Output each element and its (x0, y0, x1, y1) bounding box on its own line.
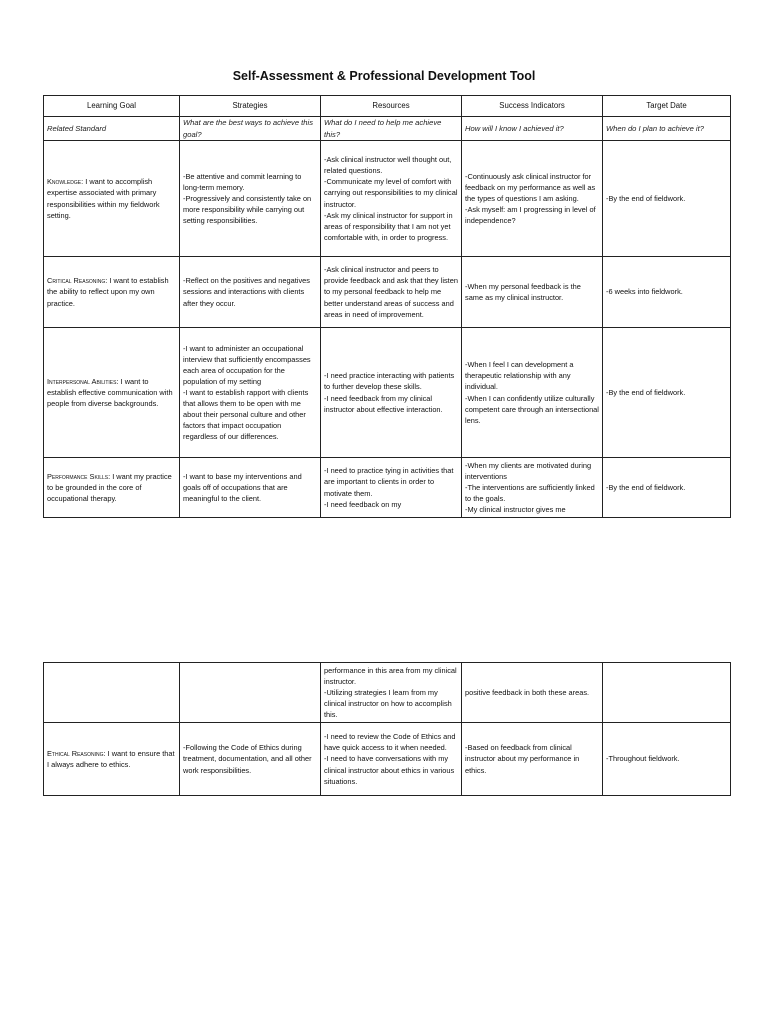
header-strategies: Strategies (180, 96, 321, 117)
resources-cell: -I need practice interacting with patients to further develop these skills. -I need feedback from my clinical instructor about effective interaction. (321, 328, 462, 458)
target-cell: -By the end of fieldwork. (603, 141, 731, 257)
success-cell: -Continuously ask clinical instructor for feedback on my performance as well as the types of questions I am asking. -Ask myself: am I progressing in level of independence? (462, 141, 603, 257)
header-row (44, 96, 731, 117)
prompt-related-standard: Related Standard (44, 117, 180, 141)
table-row (44, 257, 731, 328)
goal-cell (44, 141, 180, 257)
target-cell (603, 663, 731, 723)
header-success-indicators: Success Indicators (462, 96, 603, 117)
success-cell: -When I feel I can development a therapeutic relationship with any individual. -When I can confidently utilize culturally competent care through an intersectional lens. (462, 328, 603, 458)
strategies-cell: -I want to administer an occupational interview that sufficiently encompasses each area of occupation for the population of my setting -I want to establish rapport with clients that allows them to be open with me about their personal culture and other factors that impact occupation regardless of our differences. (180, 328, 321, 458)
header-learning-goal: Learning Goal (44, 96, 180, 117)
goal-text: : I want to ensure that I always adhere to ethics. (47, 748, 175, 769)
prompt-resources: What do I need to help me achieve this? (321, 117, 462, 141)
goal-heading: Knowledge (47, 177, 82, 187)
header-target-date: Target Date (603, 96, 731, 117)
table-row (44, 663, 731, 723)
prompt-strategies: What are the best ways to achieve this goal? (180, 117, 321, 141)
document-title: Self-Assessment & Professional Development Tool (232, 69, 536, 83)
assessment-table-page-1 (43, 95, 731, 518)
strategies-cell (180, 663, 321, 723)
resources-cell: -Ask clinical instructor and peers to provide feedback and ask that they listen to my personal feedback to help me better understand areas of success and areas in need of improvement. (321, 257, 462, 328)
prompt-row (44, 117, 731, 141)
prompt-success: How will I know I achieved it? (462, 117, 603, 141)
resources-cell: -I need to review the Code of Ethics and have quick access to it when needed. -I need to have conversations with my clinical instructor about ethics in various situations. (321, 723, 462, 796)
success-cell: -When my personal feedback is the same as my clinical instructor. (462, 257, 603, 328)
table-row (44, 328, 731, 458)
success-cell: -Based on feedback from clinical instructor about my performance in ethics. (462, 723, 603, 796)
success-cell: -When my clients are motivated during interventions -The interventions are sufficiently linked to the goals. -My clinical instructor gives me (462, 458, 603, 518)
prompt-target-date: When do I plan to achieve it? (603, 117, 731, 141)
table-row (44, 723, 731, 796)
success-cell: positive feedback in both these areas. (462, 663, 603, 723)
goal-heading: Ethical Reasoning (47, 748, 104, 758)
goal-cell (44, 723, 180, 796)
goal-heading: Critical Reasoning (47, 276, 106, 286)
target-cell: -Throughout fieldwork. (603, 723, 731, 796)
resources-cell: performance in this area from my clinical instructor. -Utilizing strategies I learn from my clinical instructor on how to accomplish this. (321, 663, 462, 723)
goal-heading: Interpersonal Abilities (47, 376, 117, 386)
target-cell: -By the end of fieldwork. (603, 328, 731, 458)
table-row (44, 458, 731, 518)
target-cell: -By the end of fieldwork. (603, 458, 731, 518)
goal-cell (44, 663, 180, 723)
assessment-table-page-2 (43, 662, 731, 796)
strategies-cell: -Following the Code of Ethics during treatment, documentation, and all other work responsibilities. (180, 723, 321, 796)
goal-heading: Performance Skills (47, 471, 109, 481)
goal-text: : I want to establish the ability to reflect upon my own practice. (47, 276, 169, 308)
goal-cell (44, 328, 180, 458)
resources-cell: -I need to practice tying in activities that are important to clients in order to motivate them. -I need feedback on my (321, 458, 462, 518)
strategies-cell: -Be attentive and commit learning to long-term memory. -Progressively and consistently take on more responsibility while carrying out setting responsibilities. (180, 141, 321, 257)
table-row (44, 141, 731, 257)
goal-cell (44, 458, 180, 518)
strategies-cell: -Reflect on the positives and negatives sessions and interactions with clients after they occur. (180, 257, 321, 328)
goal-text: : I want to establish effective communication with people from diverse backgrounds. (47, 376, 173, 409)
resources-cell: -Ask clinical instructor well thought out, related questions. -Communicate my level of comfort with carrying out responsibilities to my clinical instructor. -Ask my clinical instructor for support in areas of responsibility that I am not yet comfortable with, in order to progress. (321, 141, 462, 257)
strategies-cell: -I want to base my interventions and goals off of occupations that are meaningful to the client. (180, 458, 321, 518)
goal-text: : I want to accomplish expertise associated with primary responsibilities within my fieldwork setting. (47, 177, 160, 220)
target-cell: -6 weeks into fieldwork. (603, 257, 731, 328)
goal-text: : I want my practice to be grounded in the core of occupational therapy. (47, 471, 172, 504)
goal-cell (44, 257, 180, 328)
header-resources: Resources (321, 96, 462, 117)
